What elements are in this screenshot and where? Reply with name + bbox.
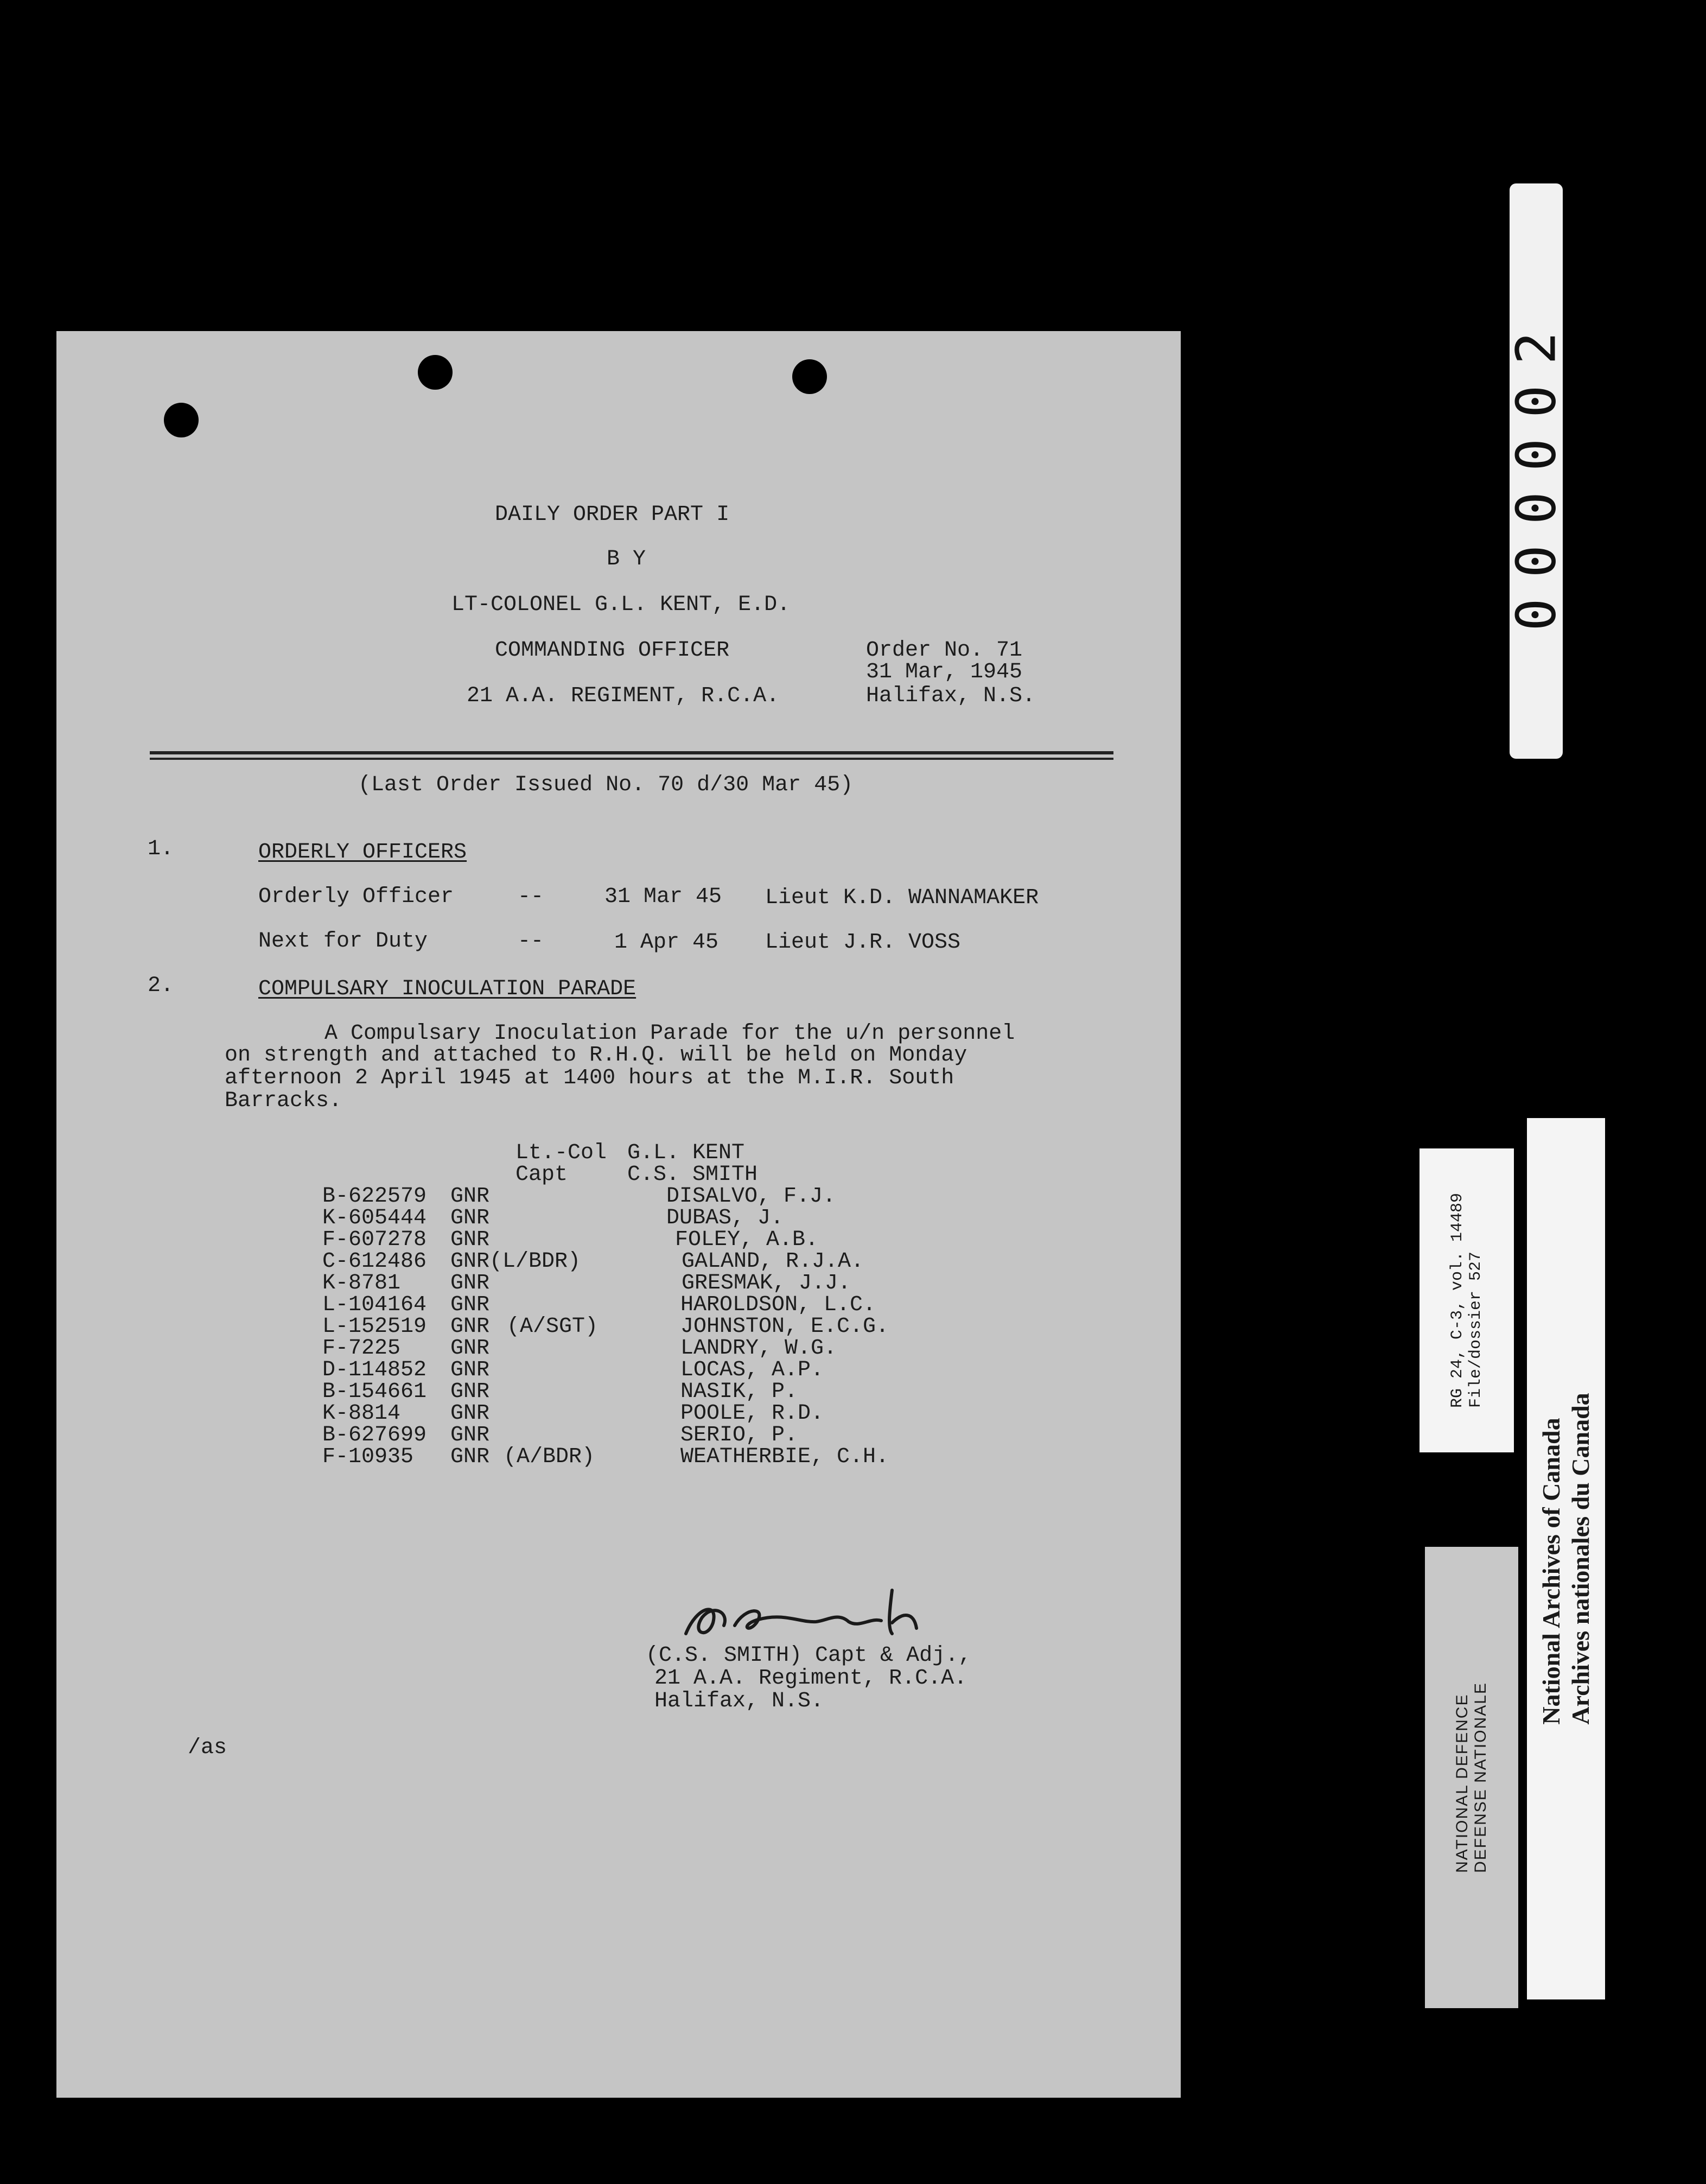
personnel-name: FOLEY, A.B. <box>675 1228 819 1252</box>
duty-dash: -- <box>518 885 544 909</box>
officer-name: G.L. KENT <box>627 1141 745 1165</box>
personnel-name: HAROLDSON, L.C. <box>680 1293 876 1317</box>
service-number: F-607278 <box>322 1228 427 1252</box>
service-number: K-8814 <box>322 1401 401 1426</box>
paragraph-line: A Compulsary Inoculation Parade for the u/n personnel <box>324 1021 1015 1046</box>
personnel-name: WEATHERBIE, C.H. <box>680 1445 889 1469</box>
service-number: F-7225 <box>322 1336 401 1361</box>
personnel-rank: GNR <box>450 1206 490 1230</box>
personnel-rank: GNR <box>450 1228 490 1252</box>
personnel-name: LOCAS, A.P. <box>680 1358 824 1382</box>
personnel-name: SERIO, P. <box>680 1423 798 1447</box>
personnel-rank: GNR <box>450 1315 490 1339</box>
personnel-rank: GNR <box>450 1271 490 1296</box>
reference-label <box>1419 1148 1514 1452</box>
commander-name: LT-COLONEL G.L. KENT, E.D. <box>451 593 791 617</box>
personnel-rank: GNR <box>450 1358 490 1382</box>
duty-role: Next for Duty <box>258 929 428 954</box>
section-heading: ORDERLY OFFICERS <box>258 840 467 865</box>
personnel-rank: GNR <box>450 1380 490 1404</box>
duty-officer: Lieut J.R. VOSS <box>765 930 961 955</box>
officer-rank: Capt <box>515 1163 568 1187</box>
archives-label <box>1527 1118 1605 1999</box>
archives-line: National Archives of Canada <box>1537 1418 1565 1725</box>
personnel-name: DUBAS, J. <box>666 1206 784 1230</box>
signature-line: 21 A.A. Regiment, R.C.A. <box>654 1666 967 1691</box>
reference-text <box>1448 1193 1485 1408</box>
order-title: DAILY ORDER PART I <box>495 503 730 527</box>
archives-line: Archives nationales du Canada <box>1567 1393 1594 1725</box>
department-line: NATIONAL DEFENCE <box>1453 1693 1471 1873</box>
order-date: 31 Mar, 1945 <box>866 660 1023 684</box>
double-rule <box>150 751 1113 754</box>
personnel-appointment: (A/BDR) <box>504 1445 595 1469</box>
typist-initials: /as <box>188 1736 227 1760</box>
duty-dash: -- <box>518 929 544 954</box>
personnel-rank: GNR <box>450 1401 490 1426</box>
paragraph-line: on strength and attached to R.H.Q. will be held on Monday <box>225 1043 967 1068</box>
officer-name: C.S. SMITH <box>627 1163 758 1187</box>
personnel-rank: GNR <box>450 1423 490 1447</box>
personnel-rank: GNR <box>450 1184 490 1209</box>
reference-line: RG 24, C-3, vol. 14489 <box>1448 1192 1467 1408</box>
section-number: 1. <box>148 837 174 861</box>
punch-hole <box>418 355 453 390</box>
reference-line: File/dossier 527 <box>1467 1251 1485 1408</box>
personnel-rank: GNR <box>450 1336 490 1361</box>
unit-name: 21 A.A. REGIMENT, R.C.A. <box>467 684 780 708</box>
duty-officer: Lieut K.D. WANNAMAKER <box>765 886 1039 910</box>
signature-mark <box>675 1574 979 1650</box>
department-line: DEFENSE NATIONALE <box>1472 1682 1489 1873</box>
personnel-rank: GNR <box>450 1445 490 1469</box>
personnel-name: JOHNSTON, E.C.G. <box>680 1315 889 1339</box>
service-number: L-104164 <box>322 1293 427 1317</box>
service-number: L-152519 <box>322 1315 427 1339</box>
duty-date: 1 Apr 45 <box>614 930 719 955</box>
order-number: Order No. 71 <box>866 638 1023 663</box>
section-heading: COMPULSARY INOCULATION PARADE <box>258 977 636 1001</box>
signature-line: Halifax, N.S. <box>654 1689 824 1713</box>
duty-date: 31 Mar 45 <box>604 885 722 909</box>
personnel-name: NASIK, P. <box>680 1380 798 1404</box>
signature-line: (C.S. SMITH) Capt & Adj., <box>646 1643 972 1668</box>
section-number: 2. <box>148 974 174 998</box>
personnel-appointment: (L/BDR) <box>489 1249 581 1274</box>
service-number: D-114852 <box>322 1358 427 1382</box>
handwritten-signature <box>675 1574 979 1653</box>
order-place: Halifax, N.S. <box>866 684 1036 708</box>
service-number: B-627699 <box>322 1423 427 1447</box>
duty-role: Orderly Officer <box>258 885 454 909</box>
service-number: B-154661 <box>322 1380 427 1404</box>
service-number: C-612486 <box>322 1249 427 1274</box>
commander-appointment: COMMANDING OFFICER <box>495 638 730 663</box>
department-label <box>1425 1547 1518 2008</box>
officer-rank: Lt.-Col <box>515 1141 607 1165</box>
personnel-name: LANDRY, W.G. <box>680 1336 837 1361</box>
service-number: K-8781 <box>322 1271 401 1296</box>
service-number: K-605444 <box>322 1206 427 1230</box>
paragraph-line: afternoon 2 April 1945 at 1400 hours at the M.I.R. South <box>225 1066 954 1090</box>
service-number: F-10935 <box>322 1445 414 1469</box>
frame-number: 000002 <box>1504 311 1568 631</box>
punch-hole <box>164 403 199 437</box>
archives-text <box>1537 1393 1595 1724</box>
paragraph-line: Barracks. <box>225 1089 342 1113</box>
punch-hole <box>792 359 827 394</box>
order-by: B Y <box>607 547 646 572</box>
personnel-rank: GNR <box>450 1249 490 1274</box>
last-order-note: (Last Order Issued No. 70 d/30 Mar 45) <box>358 773 854 797</box>
document-page <box>56 331 1181 2098</box>
personnel-appointment: (A/SGT) <box>507 1315 599 1339</box>
department-text <box>1453 1682 1490 1873</box>
personnel-name: DISALVO, F.J. <box>666 1184 836 1209</box>
double-rule <box>150 758 1113 760</box>
frame-number-strip <box>1504 183 1568 759</box>
personnel-name: GALAND, R.J.A. <box>682 1249 864 1274</box>
personnel-name: GRESMAK, J.J. <box>682 1271 851 1296</box>
service-number: B-622579 <box>322 1184 427 1209</box>
personnel-name: POOLE, R.D. <box>680 1401 824 1426</box>
personnel-rank: GNR <box>450 1293 490 1317</box>
